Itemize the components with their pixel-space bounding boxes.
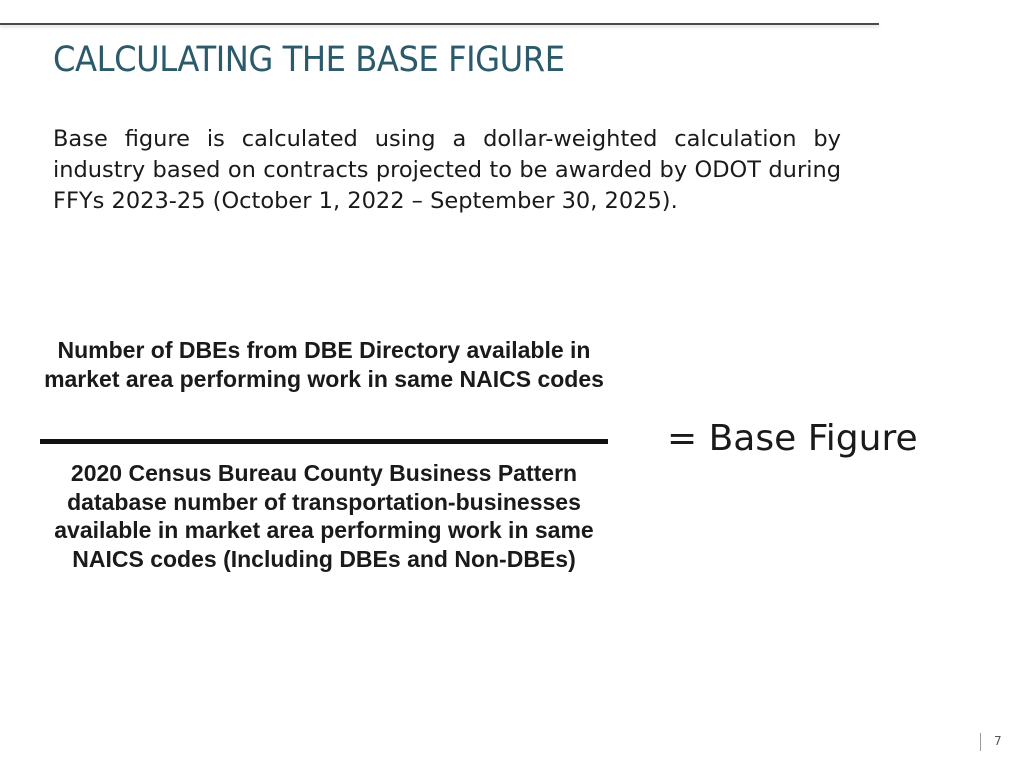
formula-denominator: 2020 Census Bureau County Business Pattern database number of transportation-businesses available in market area performing work in same NAICS codes (Including DBEs and Non-DBEs) xyxy=(54,460,594,572)
page-number: 7 xyxy=(994,734,1002,748)
body-paragraph: Base figure is calculated using a dollar-weighted calculation by industry based on contracts projected to be awarded by ODOT during FFYs 2023-25 (October 1, 2022 – September 30, 2025). xyxy=(53,126,841,214)
top-rule xyxy=(0,23,879,25)
page-number-divider xyxy=(980,733,981,751)
formula-numerator: Number of DBEs from DBE Directory available in market area performing work in same NAICS codes xyxy=(44,337,604,392)
slide-title: CALCULATING THE BASE FIGURE xyxy=(53,40,565,80)
formula-result: = Base Figure xyxy=(667,418,918,459)
fraction-bar xyxy=(40,439,608,444)
